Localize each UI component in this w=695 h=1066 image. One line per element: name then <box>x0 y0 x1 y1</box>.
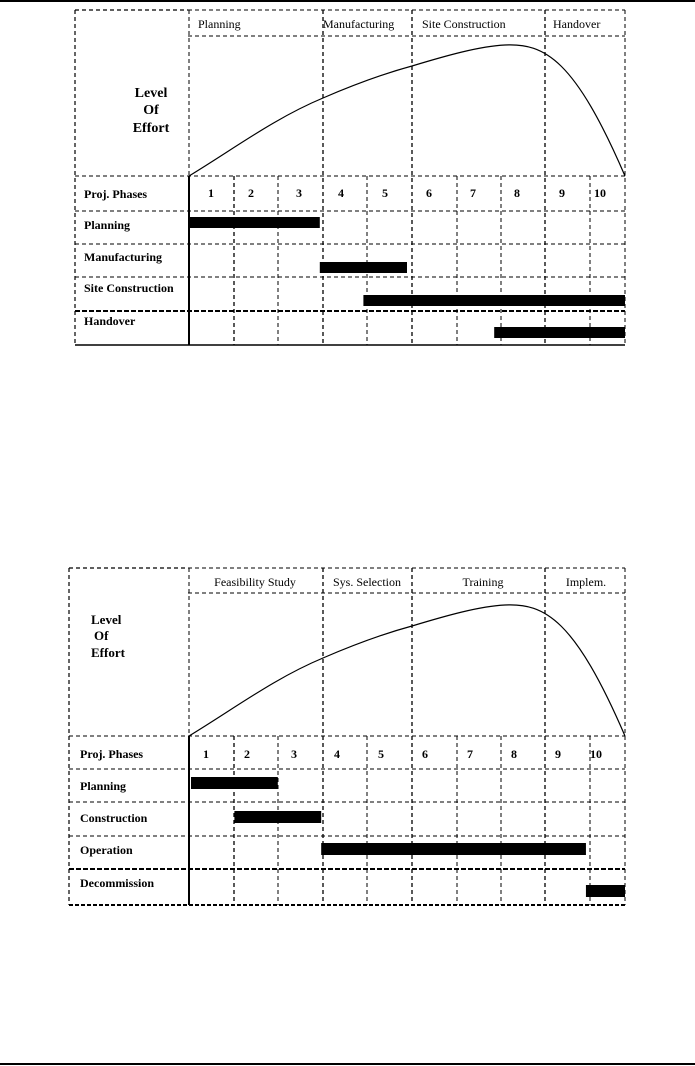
activity-bar-planning <box>189 217 320 228</box>
top-phase-sys-selection: Sys. Selection <box>333 575 401 589</box>
phase-number: 7 <box>467 747 473 761</box>
activity-bar-construction <box>234 811 321 823</box>
phase-number: 3 <box>291 747 297 761</box>
phase-number: 8 <box>514 186 520 200</box>
phase-number: 2 <box>244 747 250 761</box>
phase-number: 6 <box>426 186 432 200</box>
activity-bar-site-construction <box>363 295 625 306</box>
activity-label-construction: Construction <box>80 811 148 825</box>
phase-number: 9 <box>559 186 565 200</box>
phase-number: 7 <box>470 186 476 200</box>
top-phase-site-construction: Site Construction <box>422 17 506 31</box>
activity-label-operation: Operation <box>80 843 133 857</box>
activity-label-site-construction: Site Construction <box>84 281 174 295</box>
activity-bar-operation <box>321 843 586 855</box>
effort-label-line-1: Level <box>91 612 122 627</box>
phase-number: 6 <box>422 747 428 761</box>
effort-label-line-1: Level <box>134 86 168 101</box>
activity-bars <box>191 777 625 897</box>
diagram-2-svg <box>0 560 695 920</box>
top-phase-handover: Handover <box>553 17 601 31</box>
activity-bar-decommission <box>586 885 625 897</box>
effort-label-line-3: Effort <box>91 645 125 660</box>
effort-diagram-2 <box>0 560 695 920</box>
effort-curve <box>189 605 625 736</box>
effort-label-line-3: Effort <box>132 121 170 136</box>
activity-bar-planning <box>191 777 278 789</box>
effort-curve <box>189 45 625 176</box>
phase-number: 10 <box>594 186 606 200</box>
phase-number: 1 <box>203 747 209 761</box>
activity-bar-manufacturing <box>320 262 407 273</box>
activity-label-manufacturing: Manufacturing <box>84 250 162 264</box>
effort-diagram-1 <box>0 0 695 360</box>
phase-number: 5 <box>378 747 384 761</box>
activity-label-planning: Planning <box>84 218 131 232</box>
phase-number: 2 <box>248 186 254 200</box>
diagram-1-svg <box>0 0 695 360</box>
activity-bar-handover <box>494 327 625 338</box>
effort-label-line-2: Of <box>143 103 159 118</box>
phase-number: 10 <box>590 747 602 761</box>
phase-number: 4 <box>334 747 340 761</box>
phase-number: 3 <box>296 186 302 200</box>
top-phase-feasibility-study: Feasibility Study <box>214 575 296 589</box>
effort-label-line-2: Of <box>94 628 109 643</box>
phase-number: 4 <box>338 186 344 200</box>
activity-label-planning: Planning <box>80 779 127 793</box>
top-phase-manufacturing: Manufacturing <box>323 17 395 31</box>
activity-label-handover: Handover <box>84 314 136 328</box>
phase-number: 5 <box>382 186 388 200</box>
grid-columns <box>234 10 590 345</box>
phase-row-label: Proj. Phases <box>80 747 144 761</box>
activity-label-decommission: Decommission <box>80 876 154 890</box>
phase-number: 9 <box>555 747 561 761</box>
phase-number: 1 <box>208 186 214 200</box>
top-phase-implem: Implem. <box>565 575 607 589</box>
top-phase-planning: Planning <box>198 17 241 31</box>
bottom-rule <box>0 1063 695 1065</box>
phase-row-label: Proj. Phases <box>84 187 148 201</box>
top-phase-training: Training <box>462 575 504 589</box>
phase-number: 8 <box>511 747 517 761</box>
